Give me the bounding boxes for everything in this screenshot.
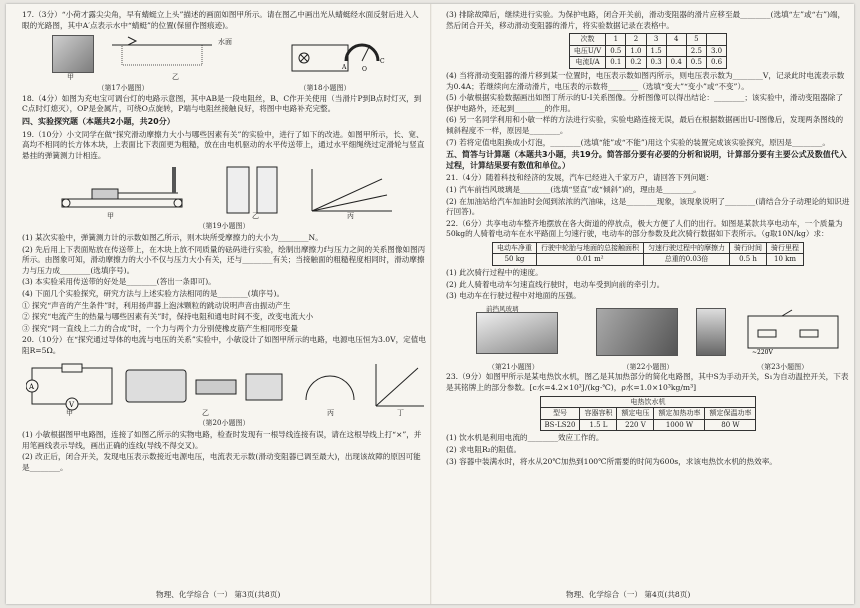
q22-item-3: (3) 电动车在行驶过程中对地面的压强。 — [446, 291, 581, 301]
table-cell: 50 kg — [493, 254, 537, 266]
data-table-20 — [569, 33, 727, 69]
question-21: 21.（4分）随着科技和经济的发展，汽车已经进入千家万户，请回答下列问题： — [446, 173, 714, 183]
caption-18: （第18小题图） — [299, 84, 351, 93]
question-23-intro: 23.（9分）如图甲所示是某电热饮水机，图乙是其加热部分的简化电路图，其中S为手动开关，S₁为自动温控开关，下表是其铭牌上的部分参数。[c水=4.2×10³J/(kg·℃)，ρ水=1.0×10³kg/m³] — [446, 372, 849, 393]
water-dispenser-photo — [696, 308, 726, 356]
table-cell: 0.6 — [706, 57, 726, 69]
table-cell: 额定电压 — [617, 408, 654, 420]
table-title-row — [540, 396, 756, 408]
q19-item-4: (4) 下面几个实验探究，研究方法与上述实验方法相同的是________(填序号)。 — [22, 288, 285, 298]
question-22-intro: 22.（6分）共享电动车整齐地摆放在各大街道的停放点，极大方便了人们的出行。如图是某款共享电动车，一个质量为50kg的人骑着电动车在水平路面上匀速行驶，电动车的部分参数及此次骑行数据如下表所示。（g取10N/kg）求： — [446, 218, 843, 239]
q20-item-3: (3) 排除故障后，继续进行实验。为保护电路，闭合开关前，滑动变阻器的滑片应移至最________(选填“左”或“右”)端，然后闭合开关，移动滑动变阻器的滑片，将实验数据记录在表格中。 — [446, 10, 846, 30]
caption-21: （第21小题图） — [487, 362, 539, 371]
table-row — [569, 45, 726, 57]
car-photo — [476, 312, 558, 354]
table-cell: 2 — [626, 34, 646, 46]
table-cell: 容器容积 — [580, 408, 617, 420]
table-cell: 骑行里程 — [767, 242, 804, 254]
table-cell: 4 — [666, 34, 686, 46]
table-cell: 0.01 m² — [537, 254, 644, 266]
table-cell: 0.1 — [606, 57, 626, 69]
table-row — [569, 57, 726, 69]
table-cell: 1000 W — [654, 419, 705, 431]
table-cell: 0.5 — [686, 57, 706, 69]
q22-item-1: (1) 此次骑行过程中的速度。 — [446, 268, 543, 278]
fig20-label-a: 甲 — [66, 409, 73, 418]
q20-item-7: (7) 若将定值电阻换成小灯泡，________(选填“能”或“不能”)用这个实验的装置完成该实验探究，原因是________。 — [446, 137, 830, 147]
q23-item-3: (3) 容器中装满水时，将水从20℃加热到100℃所需要的时间为600s，求该电热饮水机的热效率。 — [446, 456, 777, 466]
q19-option-3: ③ 探究“同一直线上二力的合成”时，一个力与两个力分别使橡皮筋产生相同形变量 — [22, 323, 298, 333]
table-cell: 总重的0.03倍 — [644, 254, 730, 266]
table-row — [569, 34, 726, 46]
table-cell: 0.5 h — [730, 254, 767, 266]
section-5-heading: 五、简答与计算题（本题共3小题，共19分。简答部分要有必要的分析和说明，计算部分要有主要公式及数值代入过程，计算结果要有数值和单位。） — [446, 150, 847, 170]
table-cell: 1 — [606, 34, 626, 46]
friction-apparatus-diagram — [52, 165, 412, 217]
figure-20 — [22, 358, 426, 416]
left-page — [22, 10, 426, 474]
q19-item-1: (1) 某次实验中，弹簧测力计的示数如图乙所示，则木块所受摩擦力的大小为________N。 — [22, 232, 323, 242]
question-18: 18.（4分）如图为充电宝可调台灯的电路示意图，其中AB是一段电阻丝，B、C作开关使用（当滑片P到B点时灯灭，到C点时灯熄灭），OP是金属片，可绕O点旋转，P端与电阻丝接触良好，将图中电路补充完整。 — [22, 93, 422, 114]
table-cell: 5 — [686, 34, 706, 46]
table-cell: 220 V — [617, 419, 654, 431]
svg-text:V: V — [69, 401, 75, 410]
fig20-label-b: 乙 — [202, 409, 209, 418]
caption-19: （第19小题图） — [198, 222, 250, 231]
figure-19 — [22, 163, 426, 219]
svg-text:~220V: ~220V — [752, 348, 773, 356]
q21-item-1: (1) 汽车前挡风玻璃是________(选填“竖直”或“倾斜”)的，理由是________。 — [446, 184, 701, 194]
q23-item-2: (2) 求电阻R₂的阻值。 — [446, 445, 522, 454]
table-cell: 电动车净重 — [493, 242, 537, 254]
table-title: 电热饮水机 — [540, 396, 756, 408]
q20-item-1: (1) 小敏根据图甲电路图，连接了如图乙所示的实物电路，检查时发现有一根导线连接有误，请在这根导线上打“×”，并用笔画线表示导线，画出正确的连线(导线不得交叉)。 — [22, 430, 422, 450]
table-row — [493, 242, 804, 254]
table-cell: 额定加热功率 — [654, 408, 705, 420]
table-cell: 3.0 — [706, 45, 726, 57]
q20-item-6: (6) 另一名同学利用和小敏一样的方法进行实验，实验电路连接无误，最后在根据数据画出U-I图像后，发现两条图线的倾斜程度不一样，原因是________。 — [446, 115, 844, 135]
q19-item-3: (3) 本实验采用传送带的好处是________(答出一条即可)。 — [22, 277, 216, 287]
table-cell: 电压U/V — [569, 45, 605, 57]
q19-item-2: (2) 先后用上下表面贴放在传送带上，在木块上放不同质量的砝码进行实验，绘制出摩擦力f与压力之间的关系图像如图丙所示。由图象可知，滑动摩擦力的大小不仅与压力大小有关，还与________有关；当接触面的粗糙程度相同时，滑动摩擦力与压力成________(选填序号)。 — [22, 244, 426, 275]
fig19-label-b: 乙 — [252, 212, 259, 221]
exam-sheet — [6, 4, 854, 604]
table-cell: 0.3 — [646, 57, 666, 69]
q19-option-1: ① 探究“声音的产生条件”时，利用扬声器上泡沫颗粒的跳动说明声音由振动产生 — [22, 300, 291, 310]
caption-23: （第23小题图） — [757, 362, 809, 371]
left-page-footer: 物理、化学综合（一） 第3页(共8页) — [156, 590, 281, 599]
table-row — [540, 419, 756, 431]
table-cell: 0.4 — [666, 57, 686, 69]
q21-item-2: (2) 在加油站给汽车加油时会闻到浓浓的汽油味，这是________现象，该现象说明了________(请结合分子动理论的知识进行回答)。 — [446, 196, 850, 217]
table-cell: 匀速行驶过程中的摩擦力 — [644, 242, 730, 254]
caption-22: （第22小题图） — [622, 362, 674, 371]
table-cell: 0.5 — [606, 45, 626, 57]
fig20-label-c: 丙 — [327, 409, 334, 418]
water-surface-label: 水面 — [218, 38, 232, 47]
q19-option-2: ② 探究“电流产生的热量与哪些因素有关”时，保持电阻和通电时间不变，改变电流大小 — [22, 312, 314, 322]
q20-item-2: (2) 改正后，闭合开关，发现电压表示数接近电源电压，电流表无示数(滑动变阻器已调至最大)，出现该故障的原因可能是________。 — [22, 452, 421, 472]
table-cell: 1.5 L — [580, 419, 617, 431]
lamp-circuit-diagram — [284, 33, 404, 79]
table-cell: 1.5 — [646, 45, 666, 57]
section-4-heading: 四、实验探究题（本题共2小题，共20分） — [22, 116, 175, 126]
q22-item-2: (2) 此人骑着电动车匀速直线行驶时，电动车受到向前的牵引力。 — [446, 279, 665, 289]
data-table-22 — [492, 242, 804, 266]
fig17-label-b: 乙 — [172, 73, 179, 82]
captions-21-23 — [446, 362, 850, 373]
figures-21-23 — [446, 304, 850, 360]
page-fold — [430, 4, 432, 604]
table-cell: 80 W — [705, 419, 756, 431]
table-cell — [666, 45, 686, 57]
caption-17: （第17小题图） — [97, 84, 149, 93]
table-row — [540, 408, 756, 420]
svg-text:C: C — [380, 58, 385, 66]
question-20-intro: 20.（10分）在“探究通过导体的电流与电压的关系”实验中，小敏设计了如图甲所示的电路，电源电压恒为3.0V，定值电阻R=5Ω。 — [22, 335, 426, 355]
svg-text:A: A — [342, 64, 347, 72]
table-cell: 0.2 — [626, 57, 646, 69]
table-cell: BS-LS20 — [540, 419, 580, 431]
table-cell: 行驶中轮胎与地面的总接触面积 — [537, 242, 644, 254]
caption-20: （第20小题图） — [198, 419, 250, 428]
fig20-label-d: 丁 — [397, 409, 404, 418]
fig19-label-c: 丙 — [347, 212, 354, 221]
table-cell: 3 — [646, 34, 666, 46]
table-cell: 10 km — [767, 254, 804, 266]
table-cell: 额定保温功率 — [705, 408, 756, 420]
right-page — [446, 10, 850, 468]
dragonfly-photo — [52, 35, 94, 73]
q20-item-4: (4) 当将滑动变阻器的滑片移到某一位置时，电压表示数如图丙所示，则电压表示数为________V，记录此时电流表示数为0.4A；若继续向左滑动滑片，电压表的示数将________（选填“变大”“变小”或“不变”）。 — [446, 70, 845, 91]
heater-circuit-diagram — [738, 308, 848, 356]
windshield-label: 前挡风玻璃 — [486, 304, 519, 313]
right-page-footer: 物理、化学综合（一） 第4页(共8页) — [566, 590, 691, 599]
q20-item-5: (5) 小敏根据实验数据画出如图丁所示的U-I关系图像。分析图像可以得出结论：________；该实验中，滑动变阻器除了保护电路外，还起到________的作用。 — [446, 93, 844, 113]
question-17: 17.（3分）“小荷才露尖尖角，早有蜻蜓立上头”描述的画面如图甲所示。请在图乙中画出光从蜻蜓经水面反射后进入人眼的光路图，其中A′点表示水中“蜻蜓”的位置(保留作图痕迹)。 — [22, 10, 419, 30]
table-cell: 次数 — [569, 34, 605, 46]
svg-text:O: O — [362, 66, 367, 74]
fig19-label-a: 甲 — [107, 212, 114, 221]
table-cell: 1.0 — [626, 45, 646, 57]
shared-ebike-photo — [596, 308, 678, 356]
table-cell: 2.5 — [686, 45, 706, 57]
figures-17-18 — [22, 33, 426, 81]
data-table-23 — [540, 396, 757, 432]
svg-text:A: A — [29, 383, 35, 392]
q23-item-1: (1) 饮水机是利用电流的________效应工作的。 — [446, 433, 604, 443]
question-19-intro: 19.（10分）小文同学在做“探究滑动摩擦力大小与哪些因素有关”的实验中，进行了如下的改进。如图甲所示，长、宽、高均不相同的长方体木块，上表面比下表面更为粗糙，放在由电机驱动的水平传送带上，通过水平细绳绕过定滑轮与竖直悬挂的弹簧测力计相连。 — [22, 129, 425, 160]
table-cell — [706, 34, 726, 46]
fig17-label-a: 甲 — [67, 73, 74, 82]
table-cell: 骑行时间 — [730, 242, 767, 254]
captions-17-18 — [22, 83, 426, 94]
table-cell: 型号 — [540, 408, 580, 420]
current-voltage-circuit-diagrams — [26, 360, 426, 412]
table-cell: 电流I/A — [569, 57, 605, 69]
table-row — [493, 254, 804, 266]
